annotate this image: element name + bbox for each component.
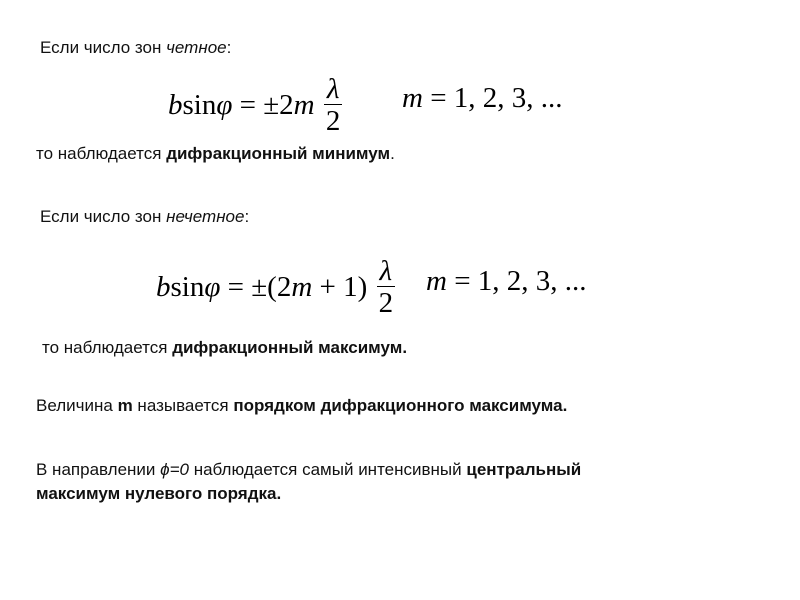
odd-result: то наблюдается дифракционный максимум. [42, 338, 408, 357]
even-zones-intro: Если число зон четное: [40, 38, 232, 57]
odd-lambda-fraction: $\frac{\lambda}{2}$ [377, 256, 396, 319]
even-word: четное [166, 38, 227, 57]
odd-m-values: m = 1, 2, 3, ... [426, 265, 587, 297]
central-maximum-line2: максимум нулевого порядка. [36, 484, 282, 503]
central-maximum-line1: В направлении ϕ=0 наблюдается самый интенсивный центральный [36, 460, 582, 479]
even-result: то наблюдается дифракционный минимум. [36, 144, 395, 163]
diffraction-minimum: дифракционный минимум [166, 144, 391, 163]
odd-word: нечетное [166, 207, 245, 226]
diffraction-maximum: дифракционный максимум. [172, 338, 408, 357]
odd-zones-intro: Если число зон нечетное: [40, 207, 250, 226]
even-condition-formula: bsinφ = ±2m $\frac{\lambda}{2}$ [168, 74, 344, 137]
odd-condition-formula: bsinφ = ±(2m + 1) $\frac{\lambda}{2}$ [156, 256, 397, 319]
central-word: центральный [466, 460, 582, 479]
order-definition: Величина m называется порядком дифракционного максимума. [36, 396, 568, 415]
even-lambda-fraction: $\frac{\lambda}{2}$ [324, 74, 343, 137]
order-symbol-m: m [117, 396, 133, 415]
order-of-maximum: порядком дифракционного максимума. [233, 396, 568, 415]
phi-zero: ϕ=0 [160, 460, 189, 479]
even-m-values: m = 1, 2, 3, ... [402, 82, 563, 114]
